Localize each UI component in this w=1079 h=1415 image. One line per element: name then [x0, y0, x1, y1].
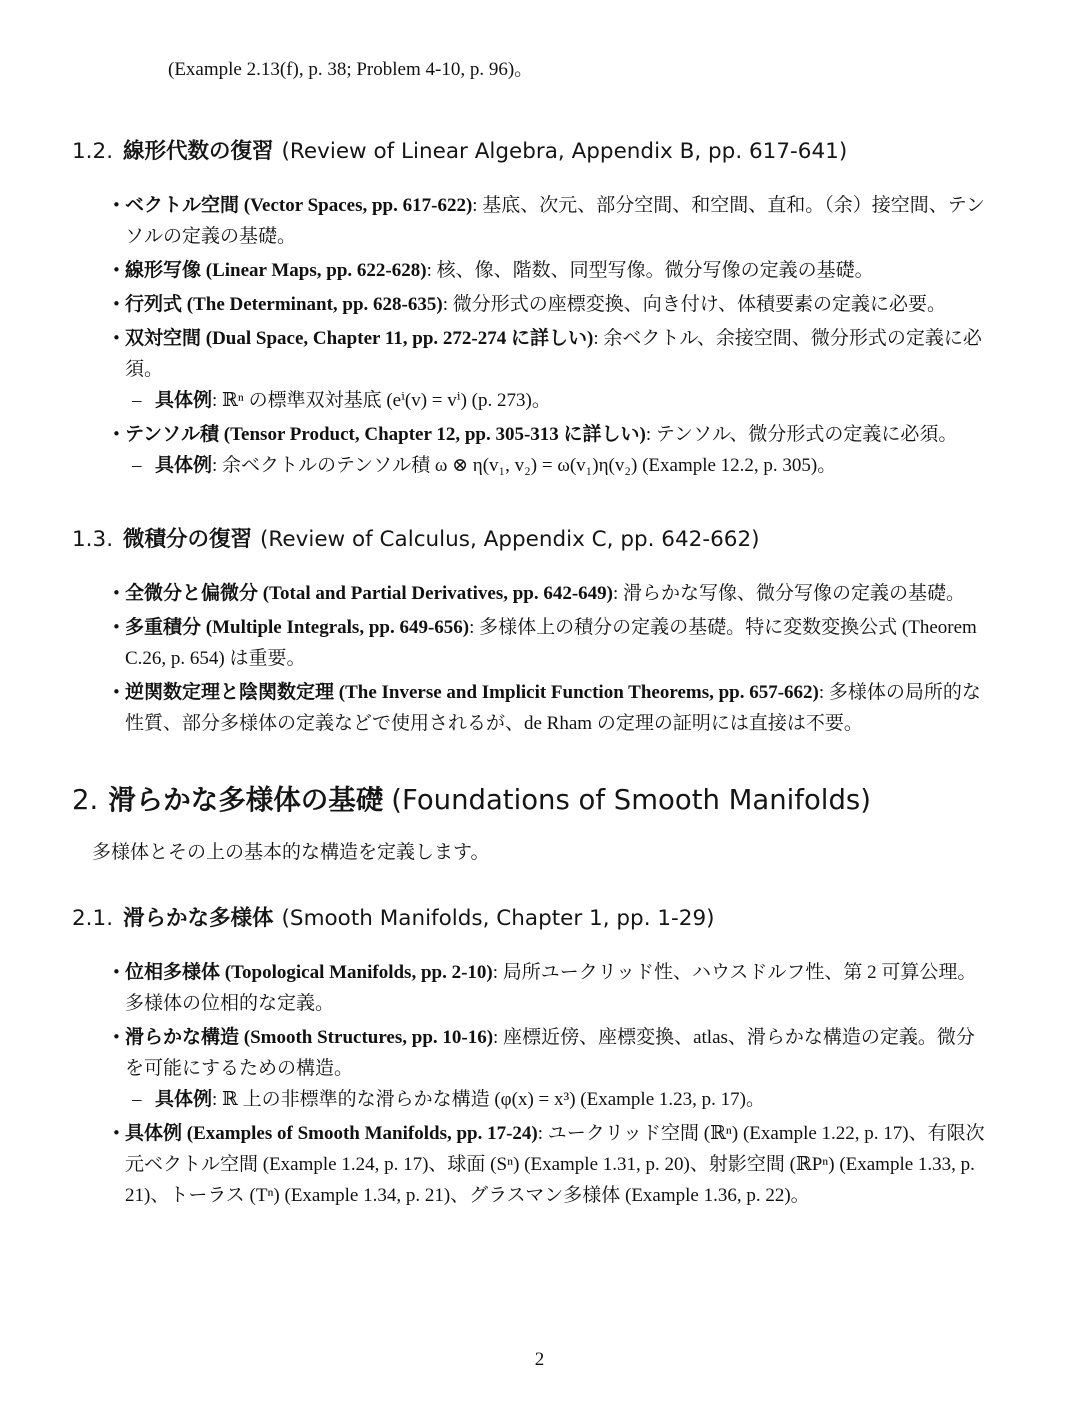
bullet-list-1-2	[112, 190, 985, 481]
bullet-icon: •	[112, 963, 121, 981]
list-item	[112, 323, 985, 416]
section-number: 2.1.	[72, 906, 114, 931]
dash-icon: –	[132, 390, 142, 411]
bullet-icon: •	[112, 1124, 121, 1142]
sub-description: : 余ベクトルのテンソル積 ω ⊗ η(v₁, v₂) = ω(v₁)η(v₂) (Example 12.2, p. 305)。	[212, 455, 837, 476]
bullet-icon: •	[112, 329, 121, 347]
section-title-ja: 線形代数の復習	[123, 139, 274, 164]
section-title-ja: 微積分の復習	[123, 527, 253, 552]
bullet-icon: •	[112, 683, 121, 701]
bullet-icon: •	[112, 196, 121, 214]
term-label: テンソル積 (Tensor Product, Chapter 12, pp. 305-313 に詳しい)	[125, 424, 646, 445]
item-description: : ユークリッド空間 (ℝⁿ) (Example 1.22, p. 17)、有限次元ベクトル空間 (Example 1.24, p. 17)、球面 (Sⁿ) (Example 1.31, p. 20)、射影空間 (ℝPⁿ) (Example 1.33, p. 21)、トーラス (Tⁿ) (Example 1.34, p. 21)、グラスマン多様体 (Example 1.36, p. 22)。	[125, 1123, 985, 1206]
list-item	[112, 1118, 985, 1211]
section-heading-2-1	[72, 904, 1079, 934]
list-item	[112, 612, 985, 674]
list-item	[112, 289, 985, 320]
list-item	[112, 190, 985, 252]
term-label: ベクトル空間 (Vector Spaces, pp. 617-622)	[125, 195, 473, 216]
section-heading-1-2	[72, 137, 1079, 167]
item-description: : テンソル、微分形式の定義に必須。	[645, 424, 958, 445]
list-item	[112, 419, 985, 481]
dash-icon: –	[132, 1089, 142, 1110]
sub-list	[132, 385, 985, 416]
sub-list	[132, 450, 985, 481]
bullet-icon: •	[112, 295, 121, 313]
section-number: 2.	[72, 784, 99, 816]
term-label: 位相多様体 (Topological Manifolds, pp. 2-10)	[125, 962, 493, 983]
list-item	[112, 255, 985, 286]
list-item	[112, 1022, 985, 1115]
sub-item	[132, 450, 985, 481]
sub-description: : ℝ 上の非標準的な滑らかな構造 (φ(x) = x³) (Example 1.23, p. 17)。	[212, 1089, 765, 1110]
section-heading-1-3	[72, 525, 1079, 555]
sub-item	[132, 1084, 985, 1115]
bullet-list-1-3	[112, 578, 985, 739]
item-description: : 局所ユークリッド性、ハウスドルフ性、第 2 可算公理。多様体の位相的な定義。	[125, 962, 977, 1014]
sub-description: : ℝⁿ の標準双対基底 (eⁱ(v) = vⁱ) (p. 273)。	[212, 390, 551, 411]
list-item	[112, 957, 985, 1019]
sub-label: 具体例	[155, 455, 213, 476]
bullet-icon: •	[112, 425, 121, 443]
item-description: : 多様体上の積分の定義の基礎。特に変数変換公式 (Theorem C.26, p. 654) は重要。	[125, 617, 977, 669]
item-description: : 座標近傍、座標変換、atlas、滑らかな構造の定義。微分を可能にするための構造。	[125, 1027, 975, 1079]
bullet-icon: •	[112, 1028, 121, 1046]
section-title-en: (Review of Calculus, Appendix C, pp. 642-662)	[260, 527, 760, 552]
bullet-icon: •	[112, 584, 121, 602]
item-description: : 多様体の局所的な性質、部分多様体の定義などで使用されるが、de Rham の定理の証明には直接は不要。	[125, 682, 981, 734]
bullet-icon: •	[112, 618, 121, 636]
intro-paragraph: 多様体とその上の基本的な構造を定義します。	[92, 842, 490, 863]
list-item	[112, 578, 985, 609]
list-item	[112, 677, 985, 739]
section-number: 1.2.	[72, 139, 114, 164]
section-number: 1.3.	[72, 527, 114, 552]
term-label: 滑らかな構造 (Smooth Structures, pp. 10-16)	[125, 1027, 494, 1048]
section-title-en: (Foundations of Smooth Manifolds)	[391, 784, 871, 816]
sub-list	[132, 1084, 985, 1115]
term-label: 双対空間 (Dual Space, Chapter 11, pp. 272-274 に詳しい)	[125, 328, 594, 349]
section-title-en: (Review of Linear Algebra, Appendix B, pp. 617-641)	[281, 139, 848, 164]
item-description: : 微分形式の座標変換、向き付け、体積要素の定義に必要。	[442, 294, 946, 315]
term-label: 具体例 (Examples of Smooth Manifolds, pp. 17-24)	[125, 1123, 538, 1144]
sub-item	[132, 385, 985, 416]
term-label: 行列式 (The Determinant, pp. 628-635)	[125, 294, 443, 315]
term-label: 逆関数定理と陰関数定理 (The Inverse and Implicit Function Theorems, pp. 657-662)	[125, 682, 819, 703]
sub-label: 具体例	[155, 390, 213, 411]
bullet-list-2-1	[112, 957, 985, 1211]
note-line: (Example 2.13(f), p. 38; Problem 4-10, p. 96)。	[168, 59, 534, 80]
dash-icon: –	[132, 455, 142, 476]
section-heading-2	[72, 781, 1079, 819]
item-description: : 余ベクトル、余接空間、微分形式の定義に必須。	[125, 328, 982, 380]
item-description: : 滑らかな写像、微分写像の定義の基礎。	[613, 583, 966, 604]
term-label: 全微分と偏微分 (Total and Partial Derivatives, pp. 642-649)	[125, 583, 614, 604]
section-title-en: (Smooth Manifolds, Chapter 1, pp. 1-29)	[281, 906, 715, 931]
sub-label: 具体例	[155, 1089, 213, 1110]
section-title-ja: 滑らかな多様体の基礎	[108, 784, 384, 816]
term-label: 線形写像 (Linear Maps, pp. 622-628)	[125, 260, 427, 281]
item-description: : 核、像、階数、同型写像。微分写像の定義の基礎。	[426, 260, 874, 281]
section-title-ja: 滑らかな多様体	[123, 906, 274, 931]
term-label: 多重積分 (Multiple Integrals, pp. 649-656)	[125, 617, 470, 638]
item-description: : 基底、次元、部分空間、和空間、直和。（余）接空間、テンソルの定義の基礎。	[125, 195, 985, 247]
page-number: 2	[534, 1349, 545, 1370]
bullet-icon: •	[112, 261, 121, 279]
